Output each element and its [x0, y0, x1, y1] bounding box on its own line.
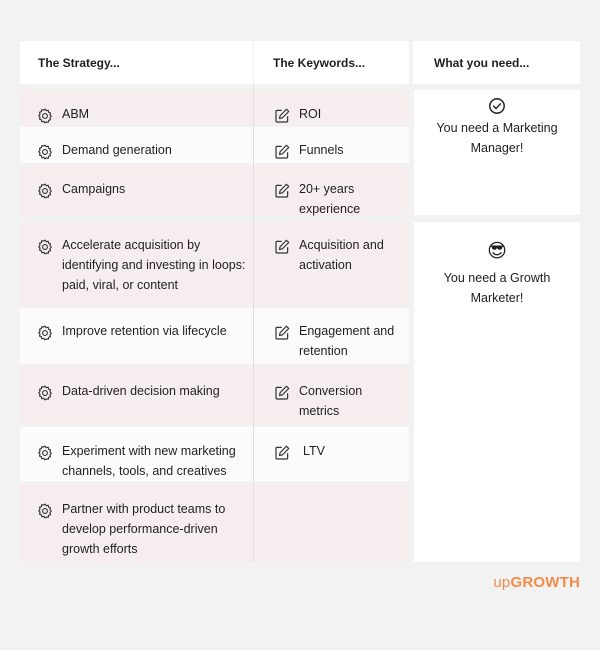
column-divider — [253, 84, 254, 562]
table-row — [20, 366, 409, 424]
strategy-cell — [36, 444, 256, 481]
keyword-text: 20+ years experience — [299, 182, 361, 216]
strategy-text: Campaigns — [62, 182, 126, 196]
header-strategy-label: The Strategy... — [38, 55, 120, 70]
edit-icon — [273, 143, 291, 161]
strategy-cell — [36, 143, 256, 161]
table-row — [20, 222, 409, 306]
check-circle-icon — [488, 97, 506, 115]
growth-marketer-text: You need a Growth Marketer! — [443, 271, 551, 305]
edit-icon — [273, 384, 291, 402]
gear-icon — [36, 107, 54, 125]
keyword-cell — [273, 444, 403, 462]
keyword-text: Engagement and retention — [299, 324, 395, 358]
gear-icon — [36, 324, 54, 342]
keyword-cell — [273, 107, 403, 125]
header-keywords — [254, 41, 409, 84]
keyword-cell — [273, 143, 403, 161]
keyword-cell — [273, 384, 403, 421]
keyword-text: Funnels — [299, 143, 344, 157]
strategy-cell — [36, 384, 256, 402]
gear-icon — [36, 182, 54, 200]
strategy-cell — [36, 324, 256, 342]
gear-icon — [36, 502, 54, 520]
gear-icon — [36, 384, 54, 402]
table-row — [20, 427, 409, 481]
keyword-text: Conversion metrics — [299, 384, 363, 418]
marketing-manager-text: You need a Marketing Manager! — [436, 121, 558, 155]
table-row — [20, 127, 409, 163]
keyword-text: Acquisition and activation — [299, 238, 384, 272]
strategy-text: Data-driven decision making — [62, 384, 220, 398]
strategy-cell — [36, 182, 256, 200]
edit-icon — [273, 324, 291, 342]
table-row — [20, 90, 409, 126]
keyword-text: ROI — [299, 107, 322, 121]
edit-icon — [273, 444, 291, 462]
strategy-text: Experiment with new marketing channels, tools, and creatives — [62, 444, 236, 478]
strategy-text: Demand generation — [62, 143, 172, 157]
keyword-cell — [273, 324, 403, 361]
strategy-text: ABM — [62, 107, 90, 121]
growth-marketer-card — [414, 222, 580, 562]
edit-icon — [273, 182, 291, 200]
strategy-text: Improve retention via lifecycle — [62, 324, 227, 338]
header-keywords-label: The Keywords... — [273, 55, 366, 70]
table-row — [20, 166, 409, 216]
edit-icon — [273, 107, 291, 125]
header-strategy — [20, 41, 253, 84]
strategy-cell — [36, 238, 256, 295]
strategy-cell — [36, 502, 256, 559]
logo-part-growth: GROWTH — [510, 574, 580, 591]
table-row — [20, 484, 409, 562]
gear-icon — [36, 238, 54, 256]
keyword-cell — [273, 238, 403, 275]
edit-icon — [273, 238, 291, 256]
gear-icon — [36, 444, 54, 462]
gear-icon — [36, 143, 54, 161]
strategy-text: Accelerate acquisition by identifying and investing in loops: paid, viral, or content — [62, 238, 246, 292]
table-row — [20, 308, 409, 364]
sunglasses-emoji-icon: 😎 — [487, 241, 507, 262]
strategy-cell — [36, 107, 256, 125]
marketing-manager-card — [414, 90, 580, 215]
upgrowth-logo — [493, 574, 580, 591]
header-need-label: What you need... — [434, 55, 530, 70]
keyword-cell — [273, 182, 403, 219]
keyword-text: LTV — [303, 444, 325, 458]
strategy-text: Partner with product teams to develop performance-driven growth efforts — [62, 502, 226, 556]
header-need — [413, 41, 580, 84]
logo-part-up: up — [493, 574, 511, 591]
